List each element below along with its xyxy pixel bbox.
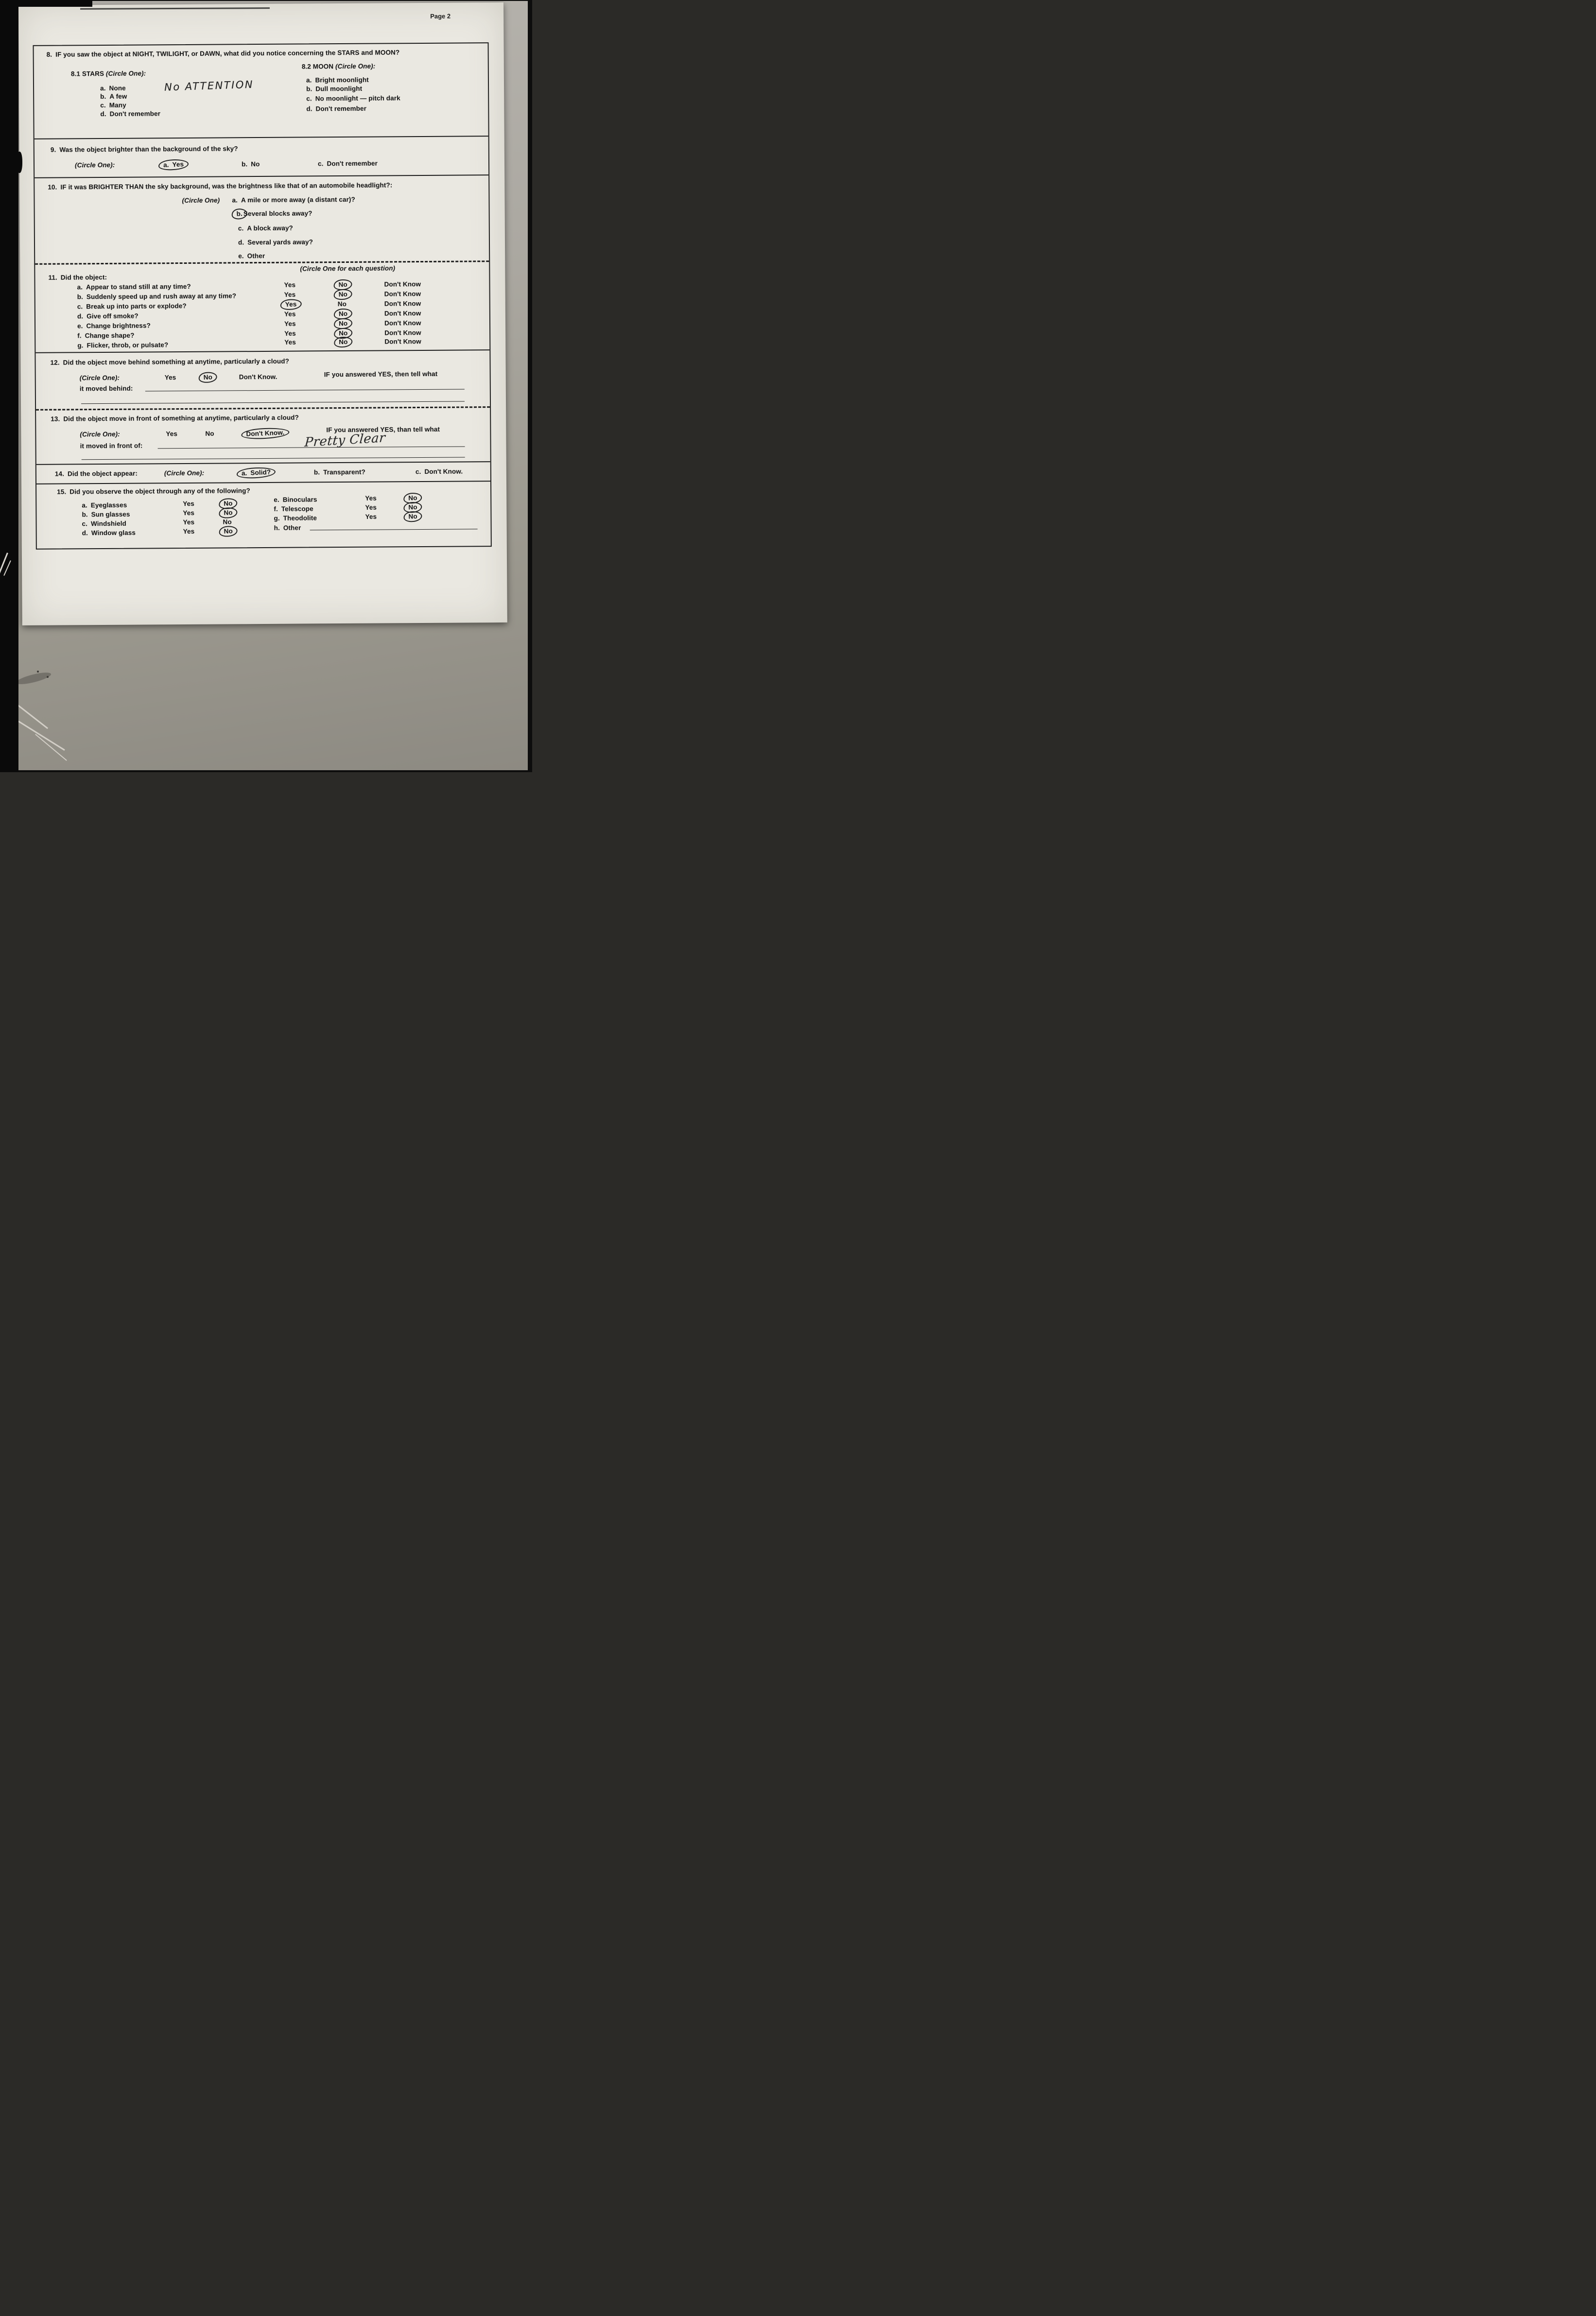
heading-text: 8.1 STARS <box>70 69 104 78</box>
q12-yes: Yes <box>164 374 176 381</box>
row-letter: d. <box>77 312 84 320</box>
q13-yes: Yes <box>166 430 178 438</box>
stars-option-d <box>100 110 160 118</box>
row-text: Window glass <box>91 529 136 537</box>
q11-row-b-dont-know: Don't Know <box>384 290 421 298</box>
circle-one-label: (Circle One): <box>105 69 146 77</box>
option-text: Don't remember <box>109 110 161 118</box>
q15-row-b-label <box>82 511 130 519</box>
q10-option-b <box>236 209 312 217</box>
option-text: Other <box>247 252 265 260</box>
option-letter: c. <box>306 95 312 103</box>
question-15-section <box>36 482 491 548</box>
row-text: Suddenly speed up and rush away at any time? <box>86 292 237 301</box>
option-letter: d. <box>306 105 312 113</box>
question-text: IF it was BRIGHTER THAN the sky background, was the brightness like that of an automobile headlight?: <box>60 181 393 191</box>
row-text: Windshield <box>90 519 126 528</box>
q11-row-b-no: No <box>333 289 352 300</box>
question-text: Did the object appear: <box>67 469 138 478</box>
row-letter: e. <box>77 322 83 330</box>
q13-dont-know: Don't Know. <box>241 427 290 440</box>
q15-row-e-no: No <box>403 492 422 504</box>
row-text: Break up into parts or explode? <box>86 302 187 311</box>
q15-other-line <box>310 529 478 530</box>
q15-row-f-no: No <box>403 501 422 513</box>
q11-row-a-no: No <box>333 279 352 291</box>
option-letter: d. <box>100 110 106 118</box>
question-text: Was the object brighter than the background of the sky? <box>59 145 238 154</box>
option-letter: a. <box>306 76 312 84</box>
q11-row-d-no: No <box>333 308 352 320</box>
q15-row-a-label <box>82 501 127 509</box>
row-letter: b. <box>77 293 83 301</box>
row-text: Change shape? <box>85 331 135 340</box>
q15-row-b-yes: Yes <box>183 509 195 517</box>
q11-row-a-yes: Yes <box>284 281 296 289</box>
q15-row-e-label <box>274 496 317 503</box>
q11-row-a-label <box>77 283 191 291</box>
option-letter: c. <box>415 468 421 476</box>
row-text: Eyeglasses <box>90 501 127 509</box>
scan-artifact <box>37 671 39 673</box>
questionnaire-form <box>33 42 492 550</box>
option-letter: c. <box>317 160 324 168</box>
q11-row-g-yes: Yes <box>284 338 296 346</box>
option-text: Transparent? <box>323 468 365 476</box>
question-number: 15. <box>57 488 67 496</box>
question-11 <box>48 274 107 281</box>
q12-answer-line <box>145 389 465 391</box>
row-letter: g. <box>77 342 84 349</box>
circle-one-note: (Circle One for each question) <box>300 264 396 273</box>
stars-option-c <box>100 102 126 109</box>
moon-heading <box>302 63 376 70</box>
option-text: Don't remember <box>315 104 366 113</box>
q12-followup: IF you answered YES, then tell what <box>324 370 438 379</box>
q13-followup-line-label: it moved in front of: <box>80 442 143 450</box>
question-text: Did you observe the object through any of the following? <box>69 487 250 496</box>
row-letter: f. <box>274 505 278 513</box>
stars-option-a <box>100 85 126 92</box>
row-text: Theodolite <box>283 514 317 522</box>
option-text: Don't remember <box>327 159 378 168</box>
q11-row-g-label <box>77 341 168 349</box>
row-text: Give off smoke? <box>87 312 139 320</box>
row-text: Other <box>283 524 301 532</box>
q12-dont-know: Don't Know. <box>239 373 278 381</box>
q12-followup-line-label: it moved behind: <box>79 384 133 393</box>
question-number: 11. <box>48 274 57 281</box>
moon-option-a <box>306 76 369 84</box>
scanner-edge <box>0 0 92 7</box>
option-text: None <box>109 84 126 92</box>
row-letter: a. <box>77 283 83 291</box>
row-letter: b. <box>82 511 88 519</box>
question-number: 14. <box>54 470 65 478</box>
question-14 <box>55 470 138 478</box>
question-13-section <box>36 408 490 465</box>
option-text: A few <box>109 92 127 100</box>
q15-row-c-no: No <box>223 518 232 526</box>
q9-option-a <box>162 161 185 168</box>
circle-one-label: (Circle One): <box>80 430 120 438</box>
q11-row-e-yes: Yes <box>284 320 296 328</box>
question-14-section <box>36 462 490 484</box>
q14-option-a <box>241 469 272 476</box>
option-letter: e. <box>238 252 244 260</box>
q11-row-d-yes: Yes <box>284 310 296 318</box>
q15-row-f-yes: Yes <box>365 503 377 511</box>
q15-row-b-no: No <box>219 507 238 519</box>
q10-option-e <box>238 252 265 259</box>
question-text: Did the object move in front of something at anytime, particularly a cloud? <box>63 414 299 423</box>
scan-artifact <box>17 152 22 173</box>
option-letter: b. <box>231 208 247 220</box>
q10-option-c <box>238 225 293 232</box>
option-letter: a. <box>232 196 238 204</box>
option-text: Don't Know. <box>424 467 463 475</box>
stars-option-b <box>100 93 127 100</box>
option-text: A mile or more away (a distant car)? <box>241 195 355 204</box>
question-8-section <box>34 43 488 139</box>
row-text: Change brightness? <box>86 322 151 330</box>
row-letter: a. <box>82 501 87 509</box>
option-text: Several blocks away? <box>243 209 312 218</box>
q15-row-g-no: No <box>403 511 422 522</box>
q13-no: No <box>205 430 214 437</box>
row-text: Telescope <box>281 505 313 513</box>
option-letter: b. <box>241 160 248 168</box>
q15-row-c-yes: Yes <box>183 518 195 526</box>
question-9 <box>51 145 238 153</box>
option-letter: a. <box>241 469 247 477</box>
scanner-edge <box>0 0 18 772</box>
circle-one-label: (Circle One): <box>79 374 120 382</box>
q11-row-f-dont-know: Don't Know <box>384 328 421 337</box>
q15-row-h-label <box>274 524 301 532</box>
option-letter: d. <box>238 239 244 246</box>
q9-option-c <box>318 160 378 168</box>
moon-option-b <box>306 85 362 93</box>
q11-row-f-yes: Yes <box>284 329 296 337</box>
row-letter: d. <box>82 529 88 537</box>
q11-row-c-no: No <box>337 300 347 308</box>
q11-row-f-label <box>77 332 134 340</box>
option-letter: a. <box>163 161 169 169</box>
question-text: Did the object: <box>60 273 107 281</box>
q11-row-c-label <box>77 302 187 310</box>
question-11-section <box>35 262 489 353</box>
option-text: Solid? <box>250 468 271 477</box>
question-10-section <box>35 175 489 265</box>
q15-row-g-label <box>274 514 317 522</box>
q11-row-g-dont-know: Don't Know <box>384 337 421 346</box>
row-letter: e. <box>274 496 279 503</box>
moon-option-c <box>306 94 400 102</box>
q15-row-d-no: No <box>219 526 238 537</box>
option-text: No <box>251 160 260 168</box>
scan-artifact <box>47 676 49 678</box>
q15-row-d-label <box>82 529 136 537</box>
q11-row-e-no: No <box>334 318 353 329</box>
q15-row-g-yes: Yes <box>365 513 377 520</box>
option-letter: c. <box>100 101 106 109</box>
scanned-document <box>0 0 532 772</box>
option-text: Several yards away? <box>247 238 313 246</box>
question-number: 8. <box>46 51 52 58</box>
q15-row-a-no: No <box>219 498 238 510</box>
q11-row-e-dont-know: Don't Know <box>384 319 421 327</box>
option-text: Dull moonlight <box>315 85 363 93</box>
row-letter: f. <box>77 332 82 340</box>
circle-one-label: (Circle One) <box>182 196 220 205</box>
q12-no: No <box>198 372 217 383</box>
q15-row-a-yes: Yes <box>183 500 194 508</box>
q12-answer-line-2 <box>81 401 465 404</box>
page-number: Page 2 <box>430 12 451 20</box>
option-letter: b. <box>306 85 312 93</box>
option-text: Bright moonlight <box>315 76 369 84</box>
q11-row-d-label <box>77 312 139 320</box>
moon-option-d <box>306 105 366 113</box>
question-12-section <box>35 350 490 411</box>
q13-answer-line-2 <box>82 457 465 460</box>
q11-row-c-yes: Yes <box>280 299 301 311</box>
question-number: 13. <box>51 415 60 423</box>
question-13 <box>51 414 299 423</box>
q13-followup: IF you answered YES, than tell what <box>326 425 440 434</box>
q15-row-c-label <box>82 520 126 528</box>
row-text: Flicker, throb, or pulsate? <box>87 341 169 349</box>
row-letter: g. <box>274 514 280 522</box>
row-letter: h. <box>274 524 280 532</box>
question-10 <box>48 181 392 190</box>
option-text: Yes <box>172 160 184 169</box>
option-text: Many <box>109 101 126 109</box>
q15-row-e-yes: Yes <box>365 494 377 502</box>
row-letter: c. <box>77 303 83 311</box>
q15-row-f-label <box>274 505 313 512</box>
q10-option-a <box>232 196 355 204</box>
form-sheet <box>18 2 507 625</box>
heading-text: 8.2 MOON <box>301 63 334 70</box>
q11-row-g-no: No <box>334 336 353 348</box>
q11-row-c-dont-know: Don't Know <box>384 300 421 308</box>
q14-option-c <box>416 467 463 475</box>
row-text: Sun glasses <box>91 510 130 519</box>
q11-row-b-yes: Yes <box>284 291 296 298</box>
question-number: 10. <box>48 183 57 191</box>
row-letter: c. <box>82 520 88 528</box>
q11-row-d-dont-know: Don't Know <box>384 310 421 317</box>
question-number: 9. <box>50 146 56 154</box>
stars-heading <box>71 69 146 77</box>
row-text: Appear to stand still at any time? <box>86 282 191 291</box>
option-letter: c. <box>238 225 244 232</box>
q14-option-b <box>314 468 365 476</box>
question-text: IF you saw the object at NIGHT, TWILIGHT, or DAWN, what did you notice concerning the STARS and MOON? <box>55 49 400 58</box>
q9-option-b <box>242 160 260 168</box>
question-8 <box>47 49 400 58</box>
q11-row-f-no: No <box>334 328 353 339</box>
option-letter: b. <box>313 468 320 476</box>
q11-row-b-label <box>77 292 237 300</box>
question-15 <box>57 487 250 495</box>
question-9-section <box>35 137 488 178</box>
circle-one-label: (Circle One): <box>335 62 376 70</box>
circle-one-label: (Circle One): <box>74 161 115 169</box>
q11-row-a-dont-know: Don't Know <box>384 280 421 288</box>
option-letter: a. <box>100 84 106 92</box>
q11-row-e-label <box>77 322 151 329</box>
q9-answer-yes <box>158 159 189 171</box>
q10-option-d <box>238 238 313 246</box>
q14-answer-solid <box>236 467 276 479</box>
option-text: No moonlight — pitch dark <box>315 94 400 103</box>
q13-handwritten-answer: Pretty Clear <box>304 430 386 450</box>
q15-row-d-yes: Yes <box>183 527 195 535</box>
stars-handwritten-answer: No ATTENTION <box>164 78 254 93</box>
question-12 <box>50 358 289 366</box>
question-number: 12. <box>50 359 60 366</box>
row-text: Binoculars <box>282 496 317 503</box>
circle-one-label: (Circle One): <box>164 469 205 477</box>
option-text: A block away? <box>247 224 293 232</box>
option-letter: b. <box>100 92 106 101</box>
question-text: Did the object move behind something at anytime, particularly a cloud? <box>63 357 289 366</box>
